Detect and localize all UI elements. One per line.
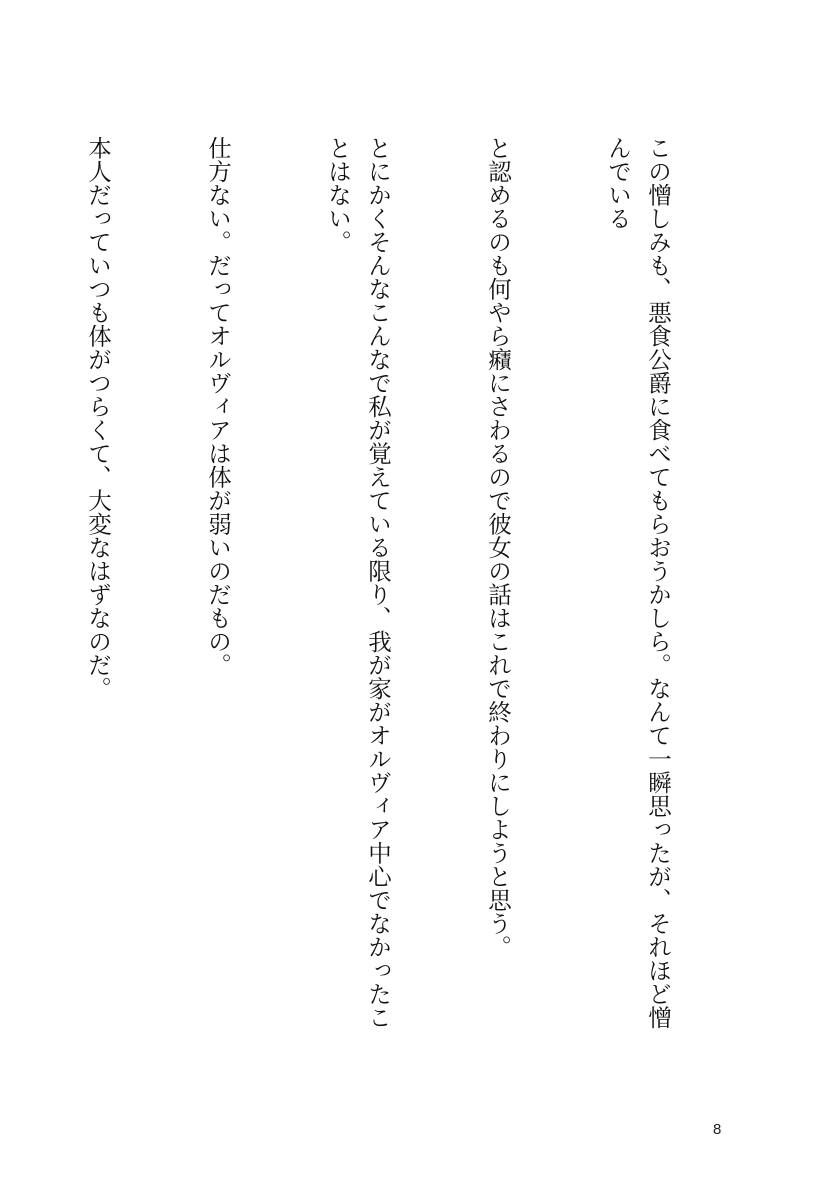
text-line: と認めるのも何やら癪にさわるので彼女の話はこれで終わりにしようと思う。 xyxy=(484,136,512,959)
text-line: 仕方ない。だってオルヴィアは体が弱いのだもの。 xyxy=(204,136,232,677)
text-line: この憎しみも、悪食公爵に食べてもらおうかしら。なんて一瞬思ったが、それほど憎んでいる xyxy=(604,136,672,1029)
vertical-text-body xyxy=(0,136,758,1036)
text-line: とにかくそんなこんなで私が覚えている限り、我が家がオルヴィア中心でなかったことはない。 xyxy=(324,136,392,1029)
page-number: 8 xyxy=(713,1121,722,1138)
text-line: 本人だっていつも体がつらくて、大変なはずなのだ。 xyxy=(84,136,112,700)
